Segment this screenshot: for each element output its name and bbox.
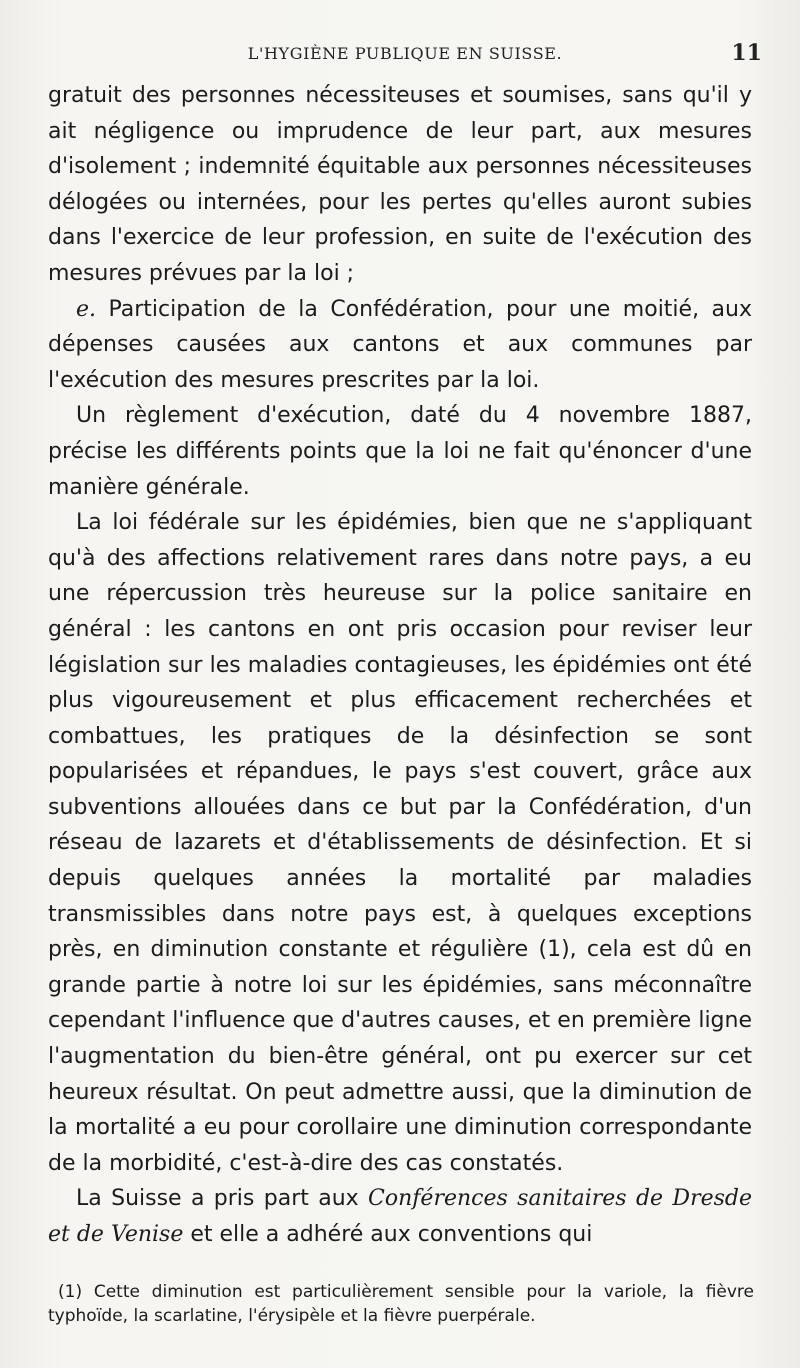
paragraph-conferences [48, 1181, 752, 1252]
running-header [48, 38, 762, 74]
italic-conference-names: Conférences sanitaires de Dresde et de Venise [48, 1186, 752, 1247]
paragraph-item-e [48, 292, 752, 399]
paragraph-text: Participation de la Confédération, pour une moitié, aux dépenses causées aux cantons et aux communes par l'exécution des mesures prescrites par la loi. [48, 296, 752, 393]
running-title: L'HYGIÈNE PUBLIQUE EN SUISSE. [247, 44, 563, 63]
paragraph-reglement [48, 398, 752, 505]
footnote-1: (1) Cette diminution est particulièrement sensible pour la variole, la fièvre typhoïde, la scarlatine, l'érysipèle et la fièvre puerpérale. [48, 1282, 754, 1326]
paragraph-text: Un règlement d'exécution, daté du 4 novembre 1887, précise les différents points que la loi ne fait qu'énoncer d'une manière générale. [48, 403, 752, 500]
list-marker: e. [76, 296, 97, 322]
footnotes [48, 1280, 754, 1328]
paragraph-continuation [48, 78, 752, 292]
paragraph-text: La loi fédérale sur les épidémies, bien que ne s'appliquant qu'à des affections relativement rares dans notre pays, a eu une répercussion très heureuse sur la police sanitaire en général : les cantons en ont pris occasion pour reviser leur législation sur les maladies contagieuses, les épidémies ont été plus vigoureusement et plus efficacement recherchées et combattues, les pratiques de la désinfection se sont popularisées et répandues, le pays s'est couvert, grâce aux subventions allouées dans ce but par la Confédération, d'un réseau de lazarets et d'établissements de désinfection. Et si depuis quelques années la mortalité par maladies transmissibles dans notre pays est, à quelques exceptions près, en diminution constante et régulière (1), cela est dû en grande partie à notre loi sur les épidémies, sans méconnaître cependant l'influence que d'autres causes, et en première ligne l'augmentation du bien-être général, ont pu exercer sur cet heureux résultat. On peut admettre aussi, que la diminution de la mortalité a eu pour corollaire une diminution correspondante de la morbidité, c'est-à-dire des cas constatés. [48, 510, 752, 1176]
paragraph-loi-federale [48, 505, 752, 1181]
paragraph-text: et elle a adhéré aux conventions qui [183, 1222, 593, 1247]
paragraph-text: gratuit des personnes nécessiteuses et soumises, sans qu'il y ait négligence ou imprudence de leur part, aux mesures d'isolement ; indemnité équitable aux personnes nécessiteuses délogées ou internées, pour les pertes qu'elles auront subies dans l'exercice de leur profession, en suite de l'exécution des mesures prévues par la loi ; [48, 83, 752, 286]
body-text [48, 78, 752, 1253]
page-number: 11 [731, 40, 762, 66]
paragraph-text: La Suisse a pris part aux [76, 1186, 369, 1212]
